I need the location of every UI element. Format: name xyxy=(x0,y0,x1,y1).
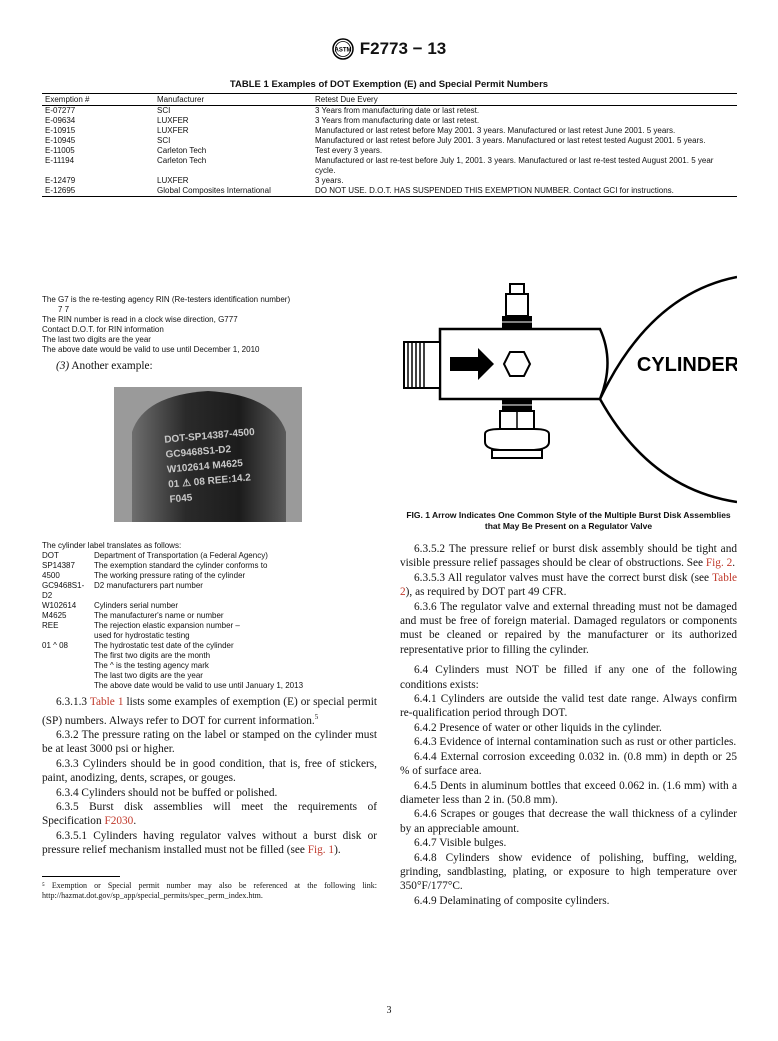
figure-caption: FIG. 1 Arrow Indicates One Common Style of the Multiple Burst Disk Assemblies that May Be Present on a Regulator Valve xyxy=(406,510,731,531)
photo-label-line: W102614 M4625 xyxy=(166,458,244,477)
svg-text:ASTM: ASTM xyxy=(334,47,352,54)
astm-logo xyxy=(332,38,354,60)
photo-label-line: GC9468S1-D2 xyxy=(165,444,232,462)
table-cell: Test every 3 years. xyxy=(315,146,383,155)
footnote-rule xyxy=(42,876,120,877)
table-row xyxy=(42,106,737,117)
rin-line: Contact D.O.T. for RIN information xyxy=(42,325,164,334)
label-item xyxy=(42,601,377,611)
table-cell: 3 years. xyxy=(315,176,344,185)
label-meaning: used for hydrostatic testing xyxy=(94,631,190,641)
label-meaning: The hydrostatic test date of the cylinder xyxy=(94,641,234,651)
cylinder-label-photo xyxy=(114,387,302,522)
table-row xyxy=(42,146,737,156)
label-meaning: Department of Transportation (a Federal Agency) xyxy=(94,551,268,561)
para-6-3-5-2: 6.3.5.2 The pressure relief or burst disk assembly should be tight and visible pressure relief passages should be clear of obstructions. See Fig. 2. xyxy=(400,543,737,570)
label-item xyxy=(42,571,377,581)
photo-label-line: 01 ⚠ 08 REE:14.2 xyxy=(167,472,252,491)
rin-line: The RIN number is read in a clock wise direction, G777 xyxy=(42,315,238,324)
para-6-3-2: 6.3.2 The pressure rating on the label or stamped on the cylinder must be at least 3000 psi or higher. xyxy=(42,728,377,756)
label-meaning: The above date would be valid to use until January 1, 2013 xyxy=(94,681,304,691)
column-header: Exemption # xyxy=(42,94,154,106)
table-cell: Carleton Tech xyxy=(157,146,207,155)
table-cell: E-12695 xyxy=(42,186,154,197)
table-title: TABLE 1 Examples of DOT Exemption (E) and Special Permit Numbers xyxy=(229,79,549,90)
fig-1-link[interactable]: Fig. 1 xyxy=(307,844,335,857)
table-cell: Manufactured or last re-test before July 1, 2001. 3 years. Manufactured or last re-test tested August 2001. 5 year cycle. xyxy=(315,156,714,175)
label-code: REE xyxy=(42,621,59,631)
para-6-4-5: 6.4.5 Dents in aluminum bottles that exceed 0.062 in. (1.6 mm) with a diameter less than 2 in. (50.8 mm). xyxy=(400,779,737,806)
photo-label-line: F045 xyxy=(169,492,193,506)
para-6-4-8: 6.4.8 Cylinders show evidence of polishing, buffing, welding, grinding, sandblasting, plating, or exposure to high temperature over 350°F/177°C. xyxy=(400,851,737,893)
column-header: Manufacturer xyxy=(154,94,312,106)
table-row xyxy=(42,186,737,197)
table-row xyxy=(42,126,737,136)
another-example-line: (3) Another example: xyxy=(56,360,153,372)
para-6-4-4: 6.4.4 External corrosion exceeding 0.032 in. (0.8 mm) in depth or 25 % of surface area. xyxy=(400,750,737,778)
para-6-4-7: 6.4.7 Visible bulges. xyxy=(414,837,507,850)
label-meaning: The manufacturer's name or number xyxy=(94,611,224,621)
label-item xyxy=(42,581,377,601)
rin-line: 7 7 xyxy=(58,305,70,314)
para-6-3-6: 6.3.6 The regulator valve and external threading must not be damaged and must be free of foreign material. Damaged regulators or components must be cleaned or repaired by the manufacturer or its authorized representative prior to filling the cylinder. xyxy=(400,600,737,656)
table-cell: Carleton Tech xyxy=(157,156,207,165)
page-header xyxy=(0,38,778,60)
table-cell: LUXFER xyxy=(157,116,189,125)
label-item xyxy=(42,651,377,661)
label-item xyxy=(42,681,377,691)
table-cell: Global Composites International xyxy=(154,186,312,197)
table-cell: E-11194 xyxy=(45,156,75,165)
para-6-3-4: 6.3.4 Cylinders should not be buffed or polished. xyxy=(56,786,278,799)
table-cell: E-10915 xyxy=(45,126,76,135)
label-item xyxy=(42,661,377,671)
exemption-table xyxy=(42,93,737,197)
label-meaning: D2 manufacturers part number xyxy=(94,581,203,591)
left-column xyxy=(42,295,377,901)
table-cell: SCI xyxy=(157,106,171,115)
label-meaning: The exemption standard the cylinder conforms to xyxy=(94,561,268,571)
table-cell: E-12479 xyxy=(45,176,76,185)
para-6-4-2: 6.4.2 Presence of water or other liquids in the cylinder. xyxy=(414,721,662,734)
label-code: 01 ^ 08 xyxy=(42,641,68,651)
label-code: SP14387 xyxy=(42,561,75,571)
table-row xyxy=(42,176,737,186)
label-intro: The cylinder label translates as follows: xyxy=(42,541,182,551)
label-code: GC9468S1-D2 xyxy=(42,581,85,601)
table-cell: LUXFER xyxy=(157,176,189,185)
fig-2-link[interactable]: Fig. 2 xyxy=(705,557,733,570)
rin-line: The above date would be valid to use until December 1, 2010 xyxy=(42,345,260,354)
page-number: 3 xyxy=(386,1005,392,1016)
photo-label-line: DOT-SP14387-4500 xyxy=(163,427,256,447)
label-code: M4625 xyxy=(42,611,67,621)
para-6-3-3: 6.3.3 Cylinders should be in good condition, that is, free of stickers, paint, anodizing, dents, scrapes, or gouges. xyxy=(42,757,377,785)
label-item xyxy=(42,561,377,571)
table-cell: Manufactured or last retest before July 2001. 3 years. Manufactured or last retest tested August 2001. 5 years. xyxy=(315,136,706,145)
standard-designation: F2773 − 13 xyxy=(359,39,447,58)
label-code xyxy=(42,651,94,661)
label-item xyxy=(42,671,377,681)
label-meaning: The working pressure rating of the cylinder xyxy=(94,571,246,581)
para-6-4-9: 6.4.9 Delaminating of composite cylinders. xyxy=(414,894,610,907)
label-item xyxy=(42,621,377,631)
label-code: DOT xyxy=(42,551,59,561)
label-meaning: The rejection elastic expansion number – xyxy=(94,621,240,631)
para-6-4-3: 6.4.3 Evidence of internal contamination such as rust or other particles. xyxy=(414,736,737,749)
para-6-3-5-1: 6.3.5.1 Cylinders having regulator valves without a burst disk or pressure relief mechanism installed must not be filled (see Fig. 1). xyxy=(42,829,377,857)
para-6-3-5-3: 6.3.5.3 All regulator valves must have the correct burst disk (see Table 2), as required by DOT part 49 CFR. xyxy=(400,571,737,599)
table-1-link[interactable]: Table 1 xyxy=(89,696,124,709)
table-cell: E-11005 xyxy=(45,146,75,155)
label-meaning: The ^ is the testing agency mark xyxy=(94,661,209,671)
para-6-4-1: 6.4.1 Cylinders are outside the valid test date range. Always confirm re-qualification period through DOT. xyxy=(400,693,737,720)
label-code: 4500 xyxy=(42,571,60,581)
rin-line: The last two digits are the year xyxy=(42,335,151,344)
table-cell: 3 Years from manufacturing date or last retest. xyxy=(315,106,480,115)
f2030-link[interactable]: F2030 xyxy=(104,815,134,828)
table-cell: 3 Years from manufacturing date or last retest. xyxy=(315,116,480,125)
table-row xyxy=(42,156,737,176)
column-header: Retest Due Every xyxy=(312,94,737,106)
table-row xyxy=(42,136,737,146)
table-cell: LUXFER xyxy=(157,126,189,135)
label-translation-list xyxy=(42,551,377,691)
regulator-valve-figure xyxy=(400,274,737,504)
table-cell: SCI xyxy=(157,136,171,145)
para-6-3-5: 6.3.5 Burst disk assemblies will meet the requirements of Specification F2030. xyxy=(42,801,377,828)
label-item xyxy=(42,611,377,621)
rin-line: The G7 is the re-testing agency RIN (Re-testers identification number) xyxy=(42,295,291,304)
label-item xyxy=(42,641,377,651)
label-code xyxy=(42,671,94,681)
label-meaning: The last two digits are the year xyxy=(94,671,203,681)
footnote: ⁵ Exemption or Special permit number may also be referenced at the following link: http://hazmat.dot.gov/sp_app/special_permits/spec_perm_index.htm. xyxy=(42,880,377,900)
label-code xyxy=(42,661,94,671)
label-item xyxy=(42,631,377,641)
cylinder-label: CYLINDER xyxy=(636,354,737,376)
para-6-3-1-3: 6.3.1.3 Table 1 lists some examples of exemption (E) or special permit (SP) numbers. Always refer to DOT for current information.$^5$ xyxy=(42,696,377,727)
label-code xyxy=(42,681,94,691)
label-item xyxy=(42,551,377,561)
table-cell: E-07277 xyxy=(45,106,76,115)
table-row xyxy=(42,116,737,126)
table-cell: Manufactured or last retest before May 2001. 3 years. Manufactured or last retest June 2001. 5 years. xyxy=(315,126,676,135)
table-cell: DO NOT USE. D.O.T. HAS SUSPENDED THIS EXEMPTION NUMBER. Contact GCI for instructions. xyxy=(312,186,737,197)
para-6-4: 6.4 Cylinders must NOT be filled if any one of the following conditions exists: xyxy=(400,664,737,691)
label-meaning: Cylinders serial number xyxy=(94,601,179,611)
label-code xyxy=(42,631,94,641)
label-meaning: The first two digits are the month xyxy=(94,651,211,661)
right-column xyxy=(400,274,737,908)
table-2-link[interactable]: Table 2 xyxy=(400,571,737,599)
table-cell: E-10945 xyxy=(45,136,76,145)
table-cell: E-09634 xyxy=(45,116,76,125)
label-code: W102614 xyxy=(42,601,77,611)
rin-explanation xyxy=(42,295,377,355)
para-6-4-6: 6.4.6 Scrapes or gouges that decrease the wall thickness of a cylinder by an appreciable amount. xyxy=(400,808,737,835)
